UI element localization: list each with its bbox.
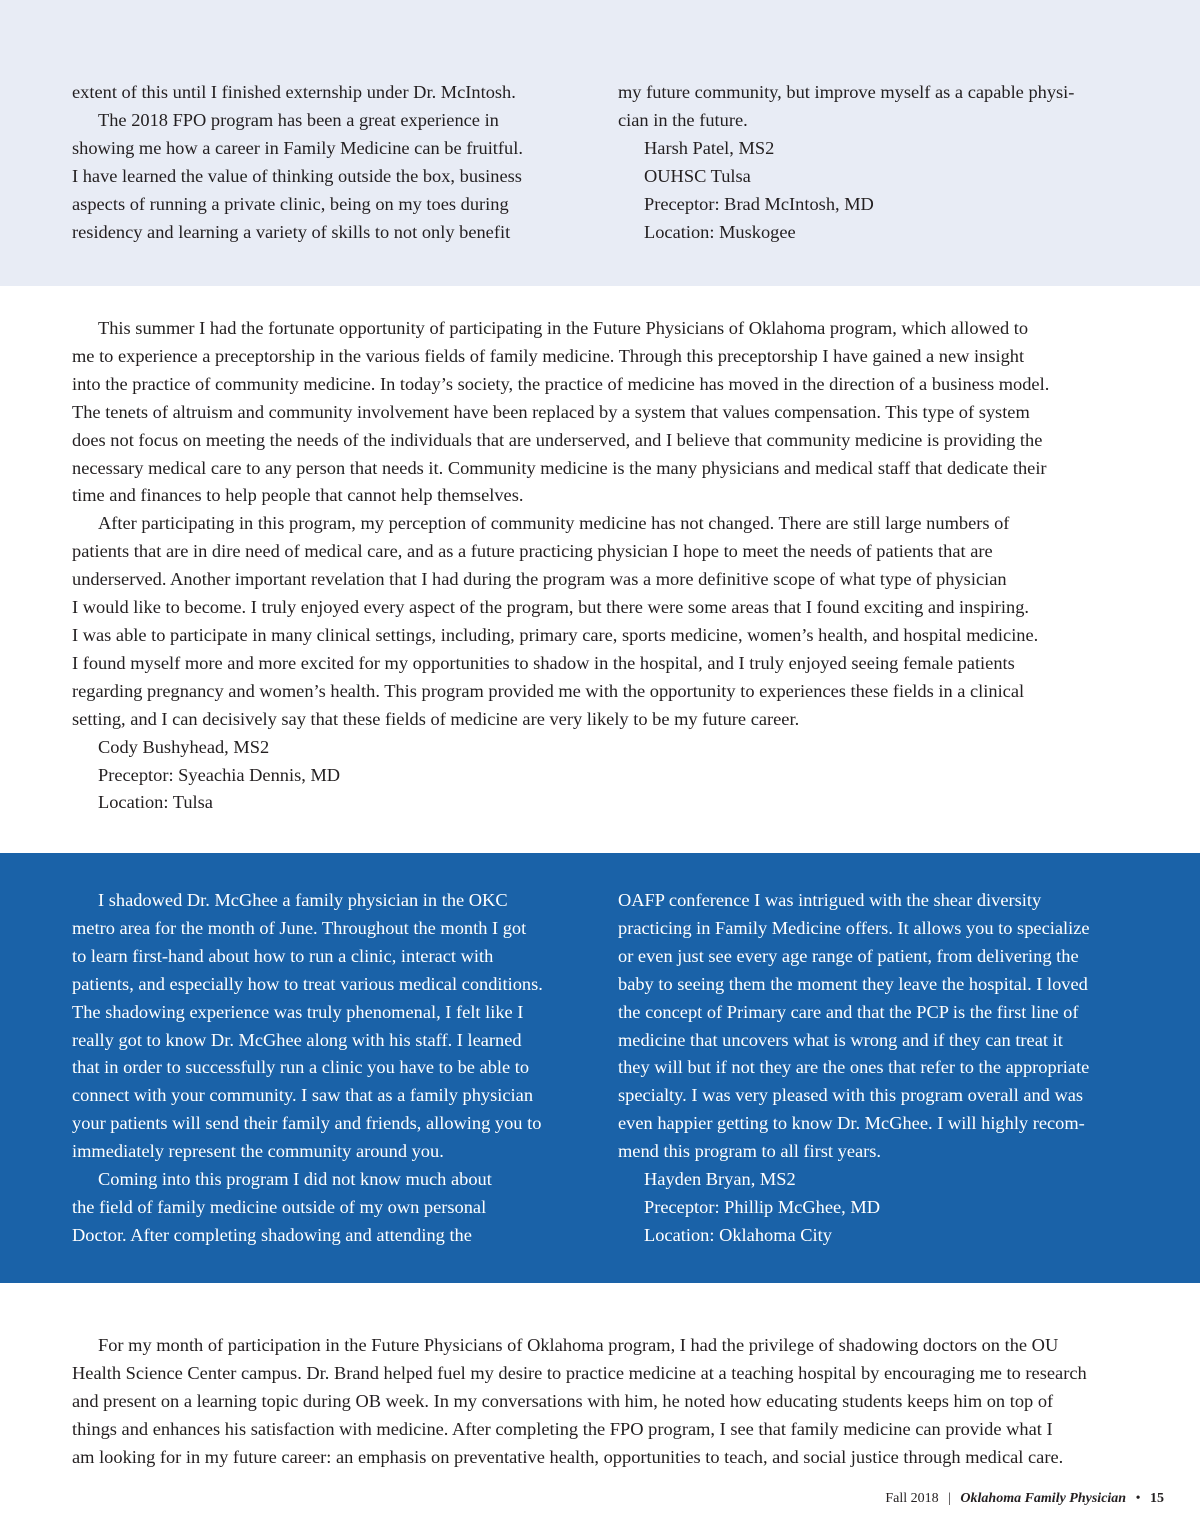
text-line: aspects of running a private clinic, being on my toes during	[72, 193, 509, 214]
text-line: setting, and I can decisively say that these fields of medicine are very likely to be my future career.	[72, 708, 800, 729]
text-line: underserved. Another important revelation that I had during the program was a more definitive scope of what type of physician	[72, 569, 1007, 590]
text-line: regarding pregnancy and women’s health. This program provided me with the opportunity to experiences these fields in a clinical	[72, 680, 1025, 701]
text-line: Doctor. After completing shadowing and attending the	[72, 1224, 472, 1245]
text-line: immediately represent the community around you.	[72, 1141, 444, 1162]
author-name: Harsh Patel, MS2	[644, 137, 775, 158]
text-line: Coming into this program I did not know much about	[98, 1169, 492, 1190]
text-line: connect with your community. I saw that as a family physician	[72, 1085, 534, 1106]
column-left	[72, 79, 572, 246]
text-line: mend this program to all first years.	[618, 1141, 882, 1162]
text-line: extent of this until I finished externship under Dr. McIntosh.	[72, 82, 516, 102]
text-line: does not focus on meeting the needs of the individuals that are underserved, and I believe that community medicine is providing the	[72, 429, 1043, 450]
text-line: This summer I had the fortunate opportunity of participating in the Future Physicians of Oklahoma program, which allowed to	[98, 318, 1029, 338]
text-line: The 2018 FPO program has been a great experience in	[98, 109, 499, 130]
text-line: that in order to successfully run a clinic you have to be able to	[72, 1057, 530, 1078]
text-line: the concept of Primary care and that the PCP is the first line of	[618, 1001, 1079, 1022]
text-line: For my month of participation in the Future Physicians of Oklahoma program, I had the privilege of shadowing doctors on the OU	[98, 1335, 1059, 1355]
text-line: OAFP conference I was intrigued with the shear diversity	[618, 890, 1042, 910]
author-location: Location: Oklahoma City	[644, 1224, 832, 1245]
text-line: I shadowed Dr. McGhee a family physician in the OKC	[98, 890, 508, 910]
text-line: patients, and especially how to treat various medical conditions.	[72, 973, 543, 994]
text-line: practicing in Family Medicine offers. It allows you to specialize	[618, 917, 1090, 938]
author-name: Hayden Bryan, MS2	[644, 1169, 796, 1190]
text-line: The shadowing experience was truly phenomenal, I felt like I	[72, 1001, 524, 1022]
testimonial-harsh-patel	[0, 0, 1200, 286]
author-location: Location: Muskogee	[644, 221, 796, 242]
text-line: I found myself more and more excited for my opportunities to shadow in the hospital, and I truly enjoyed seeing female patients	[72, 652, 1015, 673]
author-school: OUHSC Tulsa	[644, 165, 751, 186]
page-footer	[885, 1490, 1164, 1508]
testimonial-hayden-bryan	[0, 853, 1200, 1283]
text-line: cian in the future.	[618, 109, 748, 130]
text-line: into the practice of community medicine. In today’s society, the practice of medicine has moved in the direction of a business model.	[72, 373, 1050, 394]
text-line: am looking for in my future career: an emphasis on preventative health, opportunities to teach, and social justice through medical care.	[72, 1446, 1064, 1467]
text-line: they will but if not they are the ones that refer to the appropriate	[618, 1057, 1090, 1078]
column-right	[618, 79, 1138, 246]
text-line: me to experience a preceptorship in the various fields of family medicine. Through this preceptorship I have gained a new insight	[72, 345, 1025, 366]
text-line: I would like to become. I truly enjoyed every aspect of the program, but there were some areas that I found exciting and inspiring.	[72, 597, 1030, 618]
text-line: necessary medical care to any person that needs it. Community medicine is the many physicians and medical staff that dedicate their	[72, 457, 1047, 478]
author-preceptor: Preceptor: Phillip McGhee, MD	[644, 1196, 880, 1217]
author-preceptor: Preceptor: Syeachia Dennis, MD	[98, 764, 341, 785]
body-text	[72, 315, 1132, 817]
text-line: baby to seeing them the moment they leave the hospital. I loved	[618, 973, 1088, 994]
text-line: your patients will send their family and friends, allowing you to	[72, 1113, 542, 1134]
text-line: things and enhances his satisfaction with medicine. After completing the FPO program, I see that family medicine can provide what I	[72, 1418, 1053, 1439]
text-line: and present on a learning topic during OB week. In my conversations with him, he noted how educating students keeps him on top of	[72, 1390, 1054, 1411]
text-line: my future community, but improve myself as a capable physi-	[618, 82, 1075, 102]
column-right	[618, 887, 1138, 1250]
text-line: really got to know Dr. McGhee along with his staff. I learned	[72, 1029, 522, 1050]
footer-bullet: •	[1135, 1491, 1141, 1506]
body-text	[72, 1332, 1132, 1472]
text-line: to learn first-hand about how to run a clinic, interact with	[72, 945, 494, 966]
text-line: residency and learning a variety of skills to not only benefit	[72, 221, 511, 242]
column-left	[72, 887, 572, 1250]
text-line: patients that are in dire need of medical care, and as a future practicing physician I hope to meet the needs of patients that are	[72, 541, 993, 562]
text-line: even happier getting to know Dr. McGhee. I will highly recom-	[618, 1113, 1085, 1134]
testimonial-cody-bushyhead	[0, 286, 1200, 853]
text-line: showing me how a career in Family Medicine can be fruitful.	[72, 137, 523, 158]
page-number: 15	[1150, 1491, 1164, 1506]
footer-issue: Fall 2018	[885, 1491, 939, 1506]
text-line: or even just see every age range of patient, from delivering the	[618, 945, 1079, 966]
footer-magazine-title: Oklahoma Family Physician	[960, 1491, 1127, 1506]
text-line: After participating in this program, my perception of community medicine has not changed. There are still large numbers of	[98, 513, 1010, 534]
text-line: specialty. I was very pleased with this program overall and was	[618, 1085, 1084, 1106]
text-line: Health Science Center campus. Dr. Brand helped fuel my desire to practice medicine at a teaching hospital by encouraging me to research	[72, 1362, 1087, 1383]
text-line: I have learned the value of thinking outside the box, business	[72, 165, 522, 186]
author-preceptor: Preceptor: Brad McIntosh, MD	[644, 193, 874, 214]
author-name: Cody Bushyhead, MS2	[98, 736, 270, 757]
text-line: The tenets of altruism and community involvement have been replaced by a system that values compensation. This type of system	[72, 401, 1030, 422]
text-line: metro area for the month of June. Throughout the month I got	[72, 917, 527, 938]
text-line: the field of family medicine outside of my own personal	[72, 1196, 487, 1217]
text-line: time and finances to help people that cannot help themselves.	[72, 485, 524, 506]
footer-separator: |	[948, 1491, 951, 1506]
author-location: Location: Tulsa	[98, 792, 213, 813]
text-line: I was able to participate in many clinical settings, including, primary care, sports medicine, women’s health, and hospital medicine.	[72, 624, 1039, 645]
text-line: medicine that uncovers what is wrong and if they can treat it	[618, 1029, 1063, 1050]
